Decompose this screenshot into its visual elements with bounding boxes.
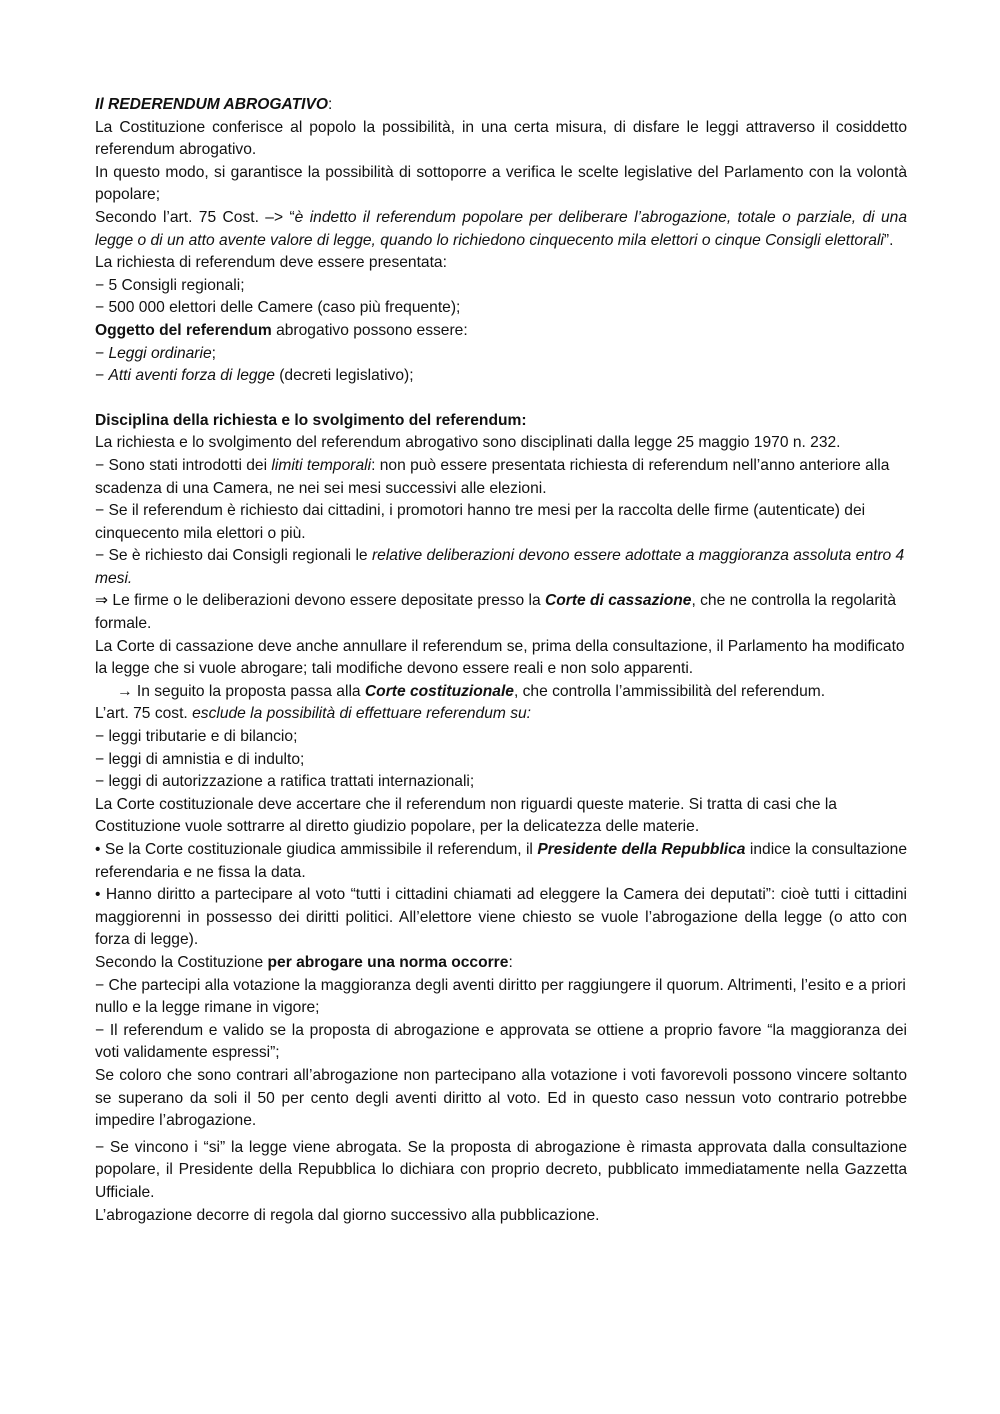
- yes-paragraph: − Se vincono i “si” la legge viene abrogata. Se la proposta di abrogazione è rimasta approvata dalla consultazione popolare, il Presidente della Repubblica lo dichiara con proprio decreto, pubblicato immediatamente nella Gazzetta Ufficiale.: [95, 1138, 907, 1201]
- double-arrow-icon: ⇒: [95, 592, 109, 610]
- object-heading: Oggetto del referendum: [95, 321, 272, 339]
- valid-paragraph: − Il referendum e valido se la proposta di abrogazione e approvata se ottiene a proprio favore “la maggioranza dei voti validamente espressi”;: [95, 1021, 907, 1062]
- limits-paragraph: − Sono stati introdotti dei limiti temporali: non può essere presentata richiesta di referendum nell’anno anteriore alla scadenza di una Camera, ne nei sei mesi successivi alle elezioni.: [95, 456, 890, 497]
- annul-paragraph: La Corte di cassazione deve anche annullare il referendum se, prima della consultazione, il Parlamento ha modificato la legge che si vuole abrogare; tali modifiche devono essere reali e non solo apparenti.: [95, 637, 905, 678]
- verify-paragraph: La Corte costituzionale deve accertare che il referendum non riguardi queste materie. Si tratta di casi che la Costituzione vuole sottrarre al diretto giudizio popolare, per la delicatezza delle materie.: [95, 795, 837, 836]
- cassazione-paragraph: ⇒ Le firme o le deliberazioni devono essere depositate presso la Corte di cassazione, che ne controlla la regolarità formale.: [95, 592, 897, 633]
- bullet-icon: •: [95, 886, 101, 904]
- object-paragraph: Oggetto del referendum abrogativo possono essere:: [95, 321, 468, 339]
- list-item: − leggi di autorizzazione a ratifica trattati internazionali;: [95, 773, 475, 791]
- title-text: Il REDERENDUM ABROGATIVO: [95, 96, 329, 113]
- list-item: − 5 Consigli regionali;: [95, 276, 245, 294]
- bullet-paragraph: • Se la Corte costituzionale giudica ammissibile il referendum, il Presidente della Repubblica indice la consultazione referendaria e ne fissa la data.: [95, 841, 907, 881]
- paragraph-gap: [95, 388, 907, 410]
- document-title: Il REDERENDUM ABROGATIVO:: [95, 96, 333, 113]
- abstain-paragraph: Se coloro che sono contrari all’abrogazione non partecipano alla votazione i voti favorevoli possono vincere soltanto se superano da soli il 50 per cento degli aventi diritto al voto. Ed in questo caso nessun voto contrario potrebbe impedire l’abrogazione.: [95, 1066, 907, 1130]
- art75-quote: è indetto il referendum popolare per deliberare l’abrogazione, totale o parziale, di una legge o di un atto avente valore di legge, quando lo richiedono cinquecento mila elettori o cinque Consigli elettorali: [95, 208, 907, 249]
- bullet-icon: •: [95, 841, 101, 858]
- constitutional-court-paragraph: → In seguito la proposta passa alla Corte costituzionale, che controlla l’ammissibilità del referendum.: [117, 682, 826, 700]
- list-item: − Atti aventi forza di legge (decreti legislativo);: [95, 367, 414, 385]
- exclude-paragraph: L’art. 75 cost. esclude la possibilità di effettuare referendum su:: [95, 705, 532, 723]
- effective-paragraph: L’abrogazione decorre di regola dal giorno successivo alla pubblicazione.: [95, 1206, 600, 1224]
- quorum-paragraph: − Che partecipi alla votazione la maggioranza degli aventi diritto per raggiungere il quorum. Altrimenti, l’esito e a priori nullo e la legge rimane in vigore;: [95, 976, 906, 1017]
- section-heading: Disciplina della richiesta e lo svolgimento del referendum:: [95, 411, 527, 429]
- intro-paragraph: La Costituzione conferisce al popolo la possibilità, in una certa misura, di disfare le leggi attraverso il cosiddetto referendum abrogativo.: [95, 118, 907, 159]
- arrow-icon: →: [117, 682, 133, 700]
- list-item: − Leggi ordinarie;: [95, 344, 216, 362]
- art75-paragraph: Secondo l’art. 75 Cost. –> “è indetto il referendum popolare per deliberare l’abrogazione, totale o parziale, di una legge o di un atto avente valore di legge, quando lo richiedono cinquecento mila elettori o cinque Consigli elettorali”.: [95, 208, 907, 249]
- list-item: − leggi di amnistia e di indulto;: [95, 750, 305, 768]
- law-paragraph: La richiesta e lo svolgimento del referendum abrogativo sono disciplinati dalla legge 25 maggio 1970 n. 232.: [95, 434, 841, 452]
- citizens-paragraph: − Se il referendum è richiesto dai cittadini, i promotori hanno tre mesi per la raccolta delle firme (autenticate) dei cinquecento mila elettori o più.: [95, 502, 866, 542]
- bullet-paragraph: • Hanno diritto a partecipare al voto “tutti i cittadini chiamati ad eleggere la Camera dei deputati”: cioè tutti i cittadini maggiorenni in possesso dei diritti politici. All’elettore viene chiesto se vuole l’abrogazione della legge (o atto con forza di legge).: [95, 886, 907, 949]
- list-item: − 500 000 elettori delle Camere (caso più frequente);: [95, 299, 461, 317]
- guarantee-paragraph: In questo modo, si garantisce la possibilità di sottoporre a verifica le scelte legislative del Parlamento con la volontà popolare;: [95, 163, 907, 204]
- document-page: [95, 94, 907, 1227]
- abrogate-paragraph: Secondo la Costituzione per abrogare una norma occorre:: [95, 953, 513, 971]
- list-item: − leggi tributarie e di bilancio;: [95, 728, 298, 746]
- regions-paragraph: − Se è richiesto dai Consigli regionali le relative deliberazioni devono essere adottate a maggioranza assoluta entro 4 mesi.: [95, 547, 905, 587]
- request-intro: La richiesta di referendum deve essere presentata:: [95, 254, 447, 272]
